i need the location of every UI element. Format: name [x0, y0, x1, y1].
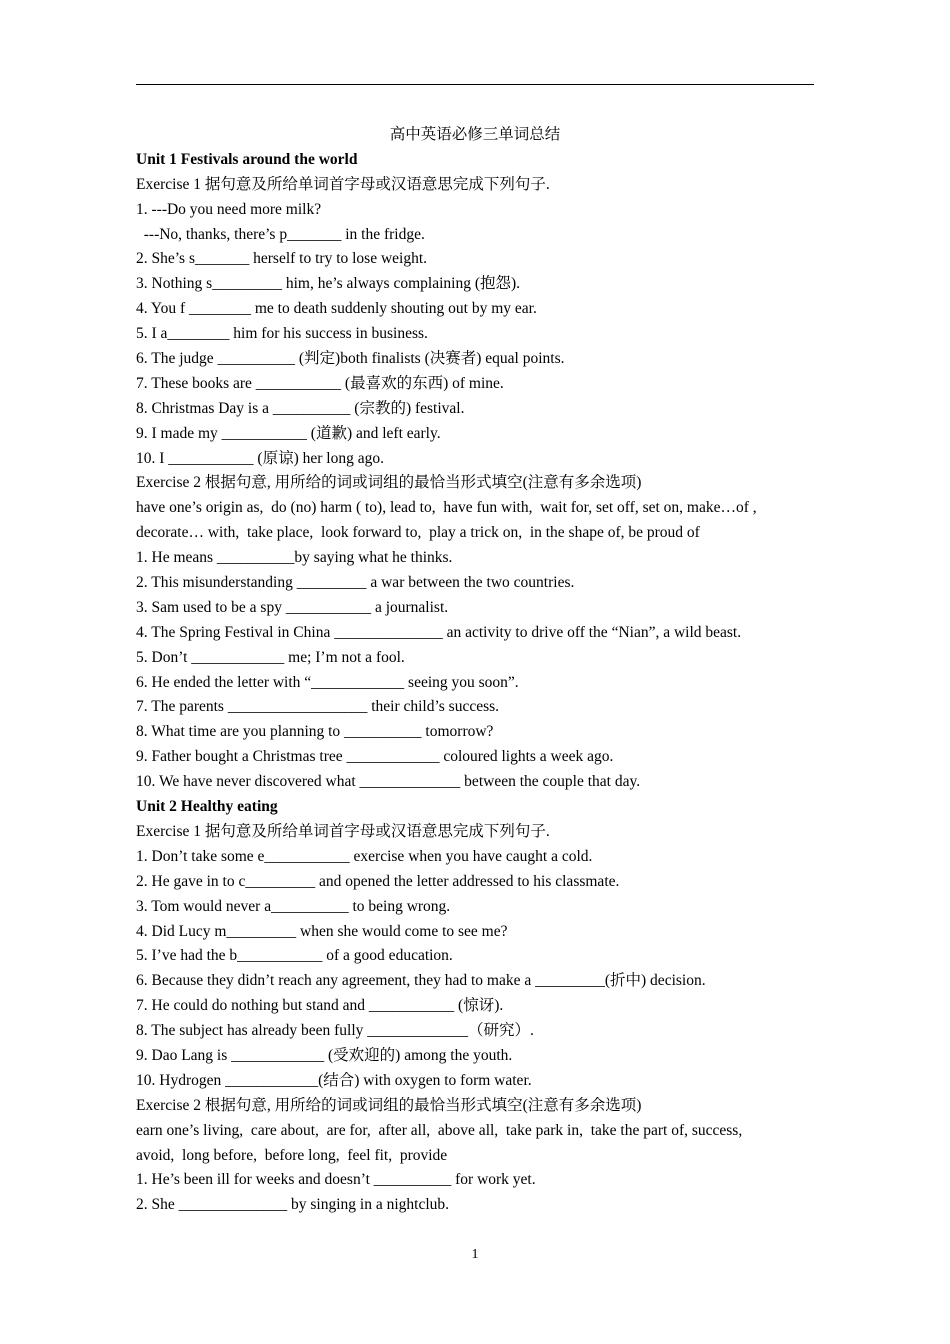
exercise-item: 9. Dao Lang is ____________ (受欢迎的) among the youth.	[136, 1046, 513, 1064]
exercise-item: 3. Nothing s_________ him, he’s always complaining (抱怨).	[136, 275, 521, 293]
exercise-item: 4. Did Lucy m_________ when she would come to see me?	[136, 922, 508, 940]
word-bank-line: earn one’s living, care about, are for, after all, above all, take park in, take the part of, success,	[136, 1121, 743, 1139]
exercise-item: 2. This misunderstanding _________ a war between the two countries.	[136, 574, 575, 592]
exercise-item: 8. The subject has already been fully _____________（研究）.	[136, 1022, 534, 1040]
exercise-item: 8. What time are you planning to __________ tomorrow?	[136, 723, 494, 741]
exercise-item: 3. Tom would never a__________ to being wrong.	[136, 897, 451, 915]
exercise-item: 4. The Spring Festival in China ______________ an activity to drive off the “Nian”, a wild beast.	[136, 623, 742, 641]
exercise-item: 7. He could do nothing but stand and ___________ (惊讶).	[136, 997, 504, 1015]
exercise-item: 9. I made my ___________ (道歉) and left early.	[136, 424, 441, 442]
exercise-item: 2. She’s s_______ herself to try to lose weight.	[136, 250, 428, 268]
exercise-item: ---No, thanks, there’s p_______ in the fridge.	[136, 225, 425, 243]
word-bank-line: avoid, long before, before long, feel fit, provide	[136, 1146, 448, 1164]
page-number: 1	[471, 1247, 479, 1262]
exercise-item: 1. ---Do you need more milk?	[136, 200, 322, 218]
word-bank-line: have one’s origin as, do (no) harm ( to), lead to, have fun with, wait for, set off, set on, make…of ,	[136, 499, 757, 517]
exercise-item: 6. Because they didn’t reach any agreement, they had to make a _________(折中) decision.	[136, 972, 706, 990]
exercise-item: 6. The judge __________ (判定)both finalists (决赛者) equal points.	[136, 350, 565, 368]
word-bank-line: decorate… with, take place, look forward to, play a trick on, in the shape of, be proud of	[136, 524, 700, 542]
exercise-item: 2. She ______________ by singing in a nightclub.	[136, 1196, 450, 1214]
exercise-item: 7. These books are ___________ (最喜欢的东西) of mine.	[136, 374, 504, 392]
unit-heading: Unit 2 Healthy eating	[136, 798, 278, 816]
unit-heading: Unit 1 Festivals around the world	[136, 150, 358, 168]
document-body	[136, 123, 826, 1218]
exercise-instruction: Exercise 1 据句意及所给单词首字母或汉语意思完成下列句子.	[136, 175, 550, 193]
exercise-item: 10. We have never discovered what _____________ between the couple that day.	[136, 773, 641, 791]
exercise-item: 3. Sam used to be a spy ___________ a journalist.	[136, 598, 449, 616]
exercise-item: 6. He ended the letter with “____________ seeing you soon”.	[136, 673, 519, 691]
exercise-item: 2. He gave in to c_________ and opened the letter addressed to his classmate.	[136, 872, 620, 890]
document-title: 高中英语必修三单词总结	[389, 126, 561, 143]
exercise-item: 10. I ___________ (原谅) her long ago.	[136, 449, 384, 467]
exercise-item: 7. The parents __________________ their child’s success.	[136, 698, 500, 716]
exercise-item: 5. Don’t ____________ me; I’m not a fool.	[136, 648, 405, 666]
exercise-item: 4. You f ________ me to death suddenly shouting out by my ear.	[136, 300, 537, 318]
exercise-item: 5. I a________ him for his success in business.	[136, 325, 428, 343]
exercise-item: 10. Hydrogen ____________(结合) with oxygen to form water.	[136, 1071, 532, 1089]
exercise-instruction: Exercise 1 据句意及所给单词首字母或汉语意思完成下列句子.	[136, 822, 550, 840]
exercise-instruction: Exercise 2 根据句意, 用所给的词或词组的最恰当形式填空(注意有多余选项)	[136, 474, 642, 492]
exercise-item: 5. I’ve had the b___________ of a good education.	[136, 947, 453, 965]
exercise-instruction: Exercise 2 根据句意, 用所给的词或词组的最恰当形式填空(注意有多余选项)	[136, 1096, 642, 1114]
exercise-item: 8. Christmas Day is a __________ (宗教的) festival.	[136, 399, 465, 417]
exercise-item: 9. Father bought a Christmas tree ____________ coloured lights a week ago.	[136, 748, 614, 766]
header-rule	[136, 84, 814, 85]
exercise-item: 1. He means __________by saying what he thinks.	[136, 549, 453, 567]
exercise-item: 1. Don’t take some e___________ exercise when you have caught a cold.	[136, 847, 593, 865]
exercise-item: 1. He’s been ill for weeks and doesn’t __________ for work yet.	[136, 1171, 536, 1189]
